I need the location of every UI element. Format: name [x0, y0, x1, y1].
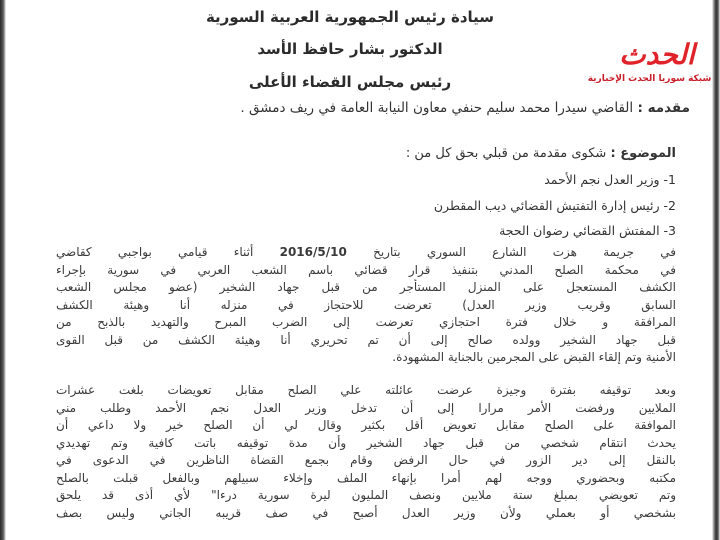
- paragraph-line: الملايين ورفضت الأمر مرارا إلى أن تدخل وزير العدل نجم الأحمد وطلب مني: [56, 400, 676, 415]
- paragraph-line: الموافقة على الصلح مقابل تعويض أقل بكثير وقال لي أن الصلح خير ولا داعي أن: [56, 418, 676, 432]
- intro-text: القاضي سيدرا محمد سليم حنفي معاون النيابة العامة في ريف دمشق .: [240, 100, 634, 116]
- paragraph-line: [56, 244, 676, 262]
- news-watermark-logo: [582, 38, 717, 90]
- paragraph-line: قبل جهاد الشخير وولده صالح إلى أن تم تحريري أنا وهيئة الكشف من قبل القوى: [56, 332, 676, 347]
- line-text: في جريمة هزت الشارع السوري بتاريخ: [373, 245, 676, 259]
- line-text: أثناء قيامي بواجبي كقاضي: [56, 245, 254, 259]
- complaint-target-2: 2- رئيس إدارة التفتيش القضائي ديب المقطرن: [433, 198, 676, 213]
- paragraph-line: بشخصي أو بعملي ولأن وزير العدل أصبح في صف قريبه الجاني وليس بصف: [56, 505, 676, 520]
- logo-subtitle: شبكة سوريا الحدث الإخبارية: [587, 74, 712, 84]
- paragraph-line: وتم تعويضي بمبلغ ستة ملايين ونصف المليون ليرة سورية درءا" لأي أذى قد يلحق: [56, 488, 676, 502]
- addressee-name: الدكتور بشار حافظ الأسد: [257, 40, 443, 58]
- paragraph-line: في محكمة الصلح المدني بتنفيذ قرار قضائي باسم الشعب العربي في سورية بإجراء: [56, 262, 676, 277]
- subject-label: الموضوع :: [610, 146, 676, 161]
- logo-wordmark: الحدث: [619, 38, 695, 71]
- paragraph-line: بالنقل إلى دير الزور في حال الرفض وقام بجمع القضاة الناظرين في الدعوى في: [56, 453, 676, 467]
- paragraph-line: مكتبه وبحضوري ووجه لهم أمرا بإنهاء الملف وإخلاء سبيلهم وبالفعل قبلت بالصلح: [56, 470, 676, 485]
- paragraph-incident: [56, 244, 676, 367]
- paragraph-line: يحدث انتقام شخصي من قبل جهاد الشخير وأن مدة توقيفه باتت كافية وتم تهديدي: [56, 435, 676, 450]
- paragraph-line: وبعد توقيفه بفترة وجيزة عرضت عائلته علي الصلح مقابل تعويضات بلغت عشرات: [56, 383, 676, 397]
- page-left-edge: [0, 0, 6, 540]
- complaint-target-1: 1- وزير العدل نجم الأحمد: [544, 172, 676, 187]
- incident-date: 2016/5/10: [279, 245, 347, 259]
- intro-line: [240, 100, 690, 116]
- paragraph-line: الكشف المستعجل على المنزل المستأجر من قبل جهاد الشخير (عضو مجلس الشعب: [56, 280, 676, 294]
- complaint-target-3: 3- المفتش القضائي رضوان الحجة: [499, 223, 676, 238]
- subject-text: شكوى مقدمة من قبلي بحق كل من :: [405, 146, 607, 161]
- addressee-role: رئيس مجلس القضاء الأعلى: [248, 73, 452, 91]
- paragraph-line: السابق وقريب وزير العدل) تعرضت للاحتجاز في منزله أنا وهيئة الكشف: [56, 297, 676, 312]
- paragraph-line: المرافقة و خلال فترة احتجازي تعرضت إلى الضرب المبرح والتهديد بالذبح من: [56, 315, 676, 329]
- subject-line: [406, 146, 676, 161]
- addressee-title: سيادة رئيس الجمهورية العربية السورية: [205, 8, 495, 26]
- paragraph-settlement: [56, 382, 676, 522]
- intro-label: مقدمه :: [637, 100, 690, 116]
- paragraph-line: الأمنية وتم إلقاء القبض على المجرمين بالجناية المشهودة.: [392, 350, 676, 364]
